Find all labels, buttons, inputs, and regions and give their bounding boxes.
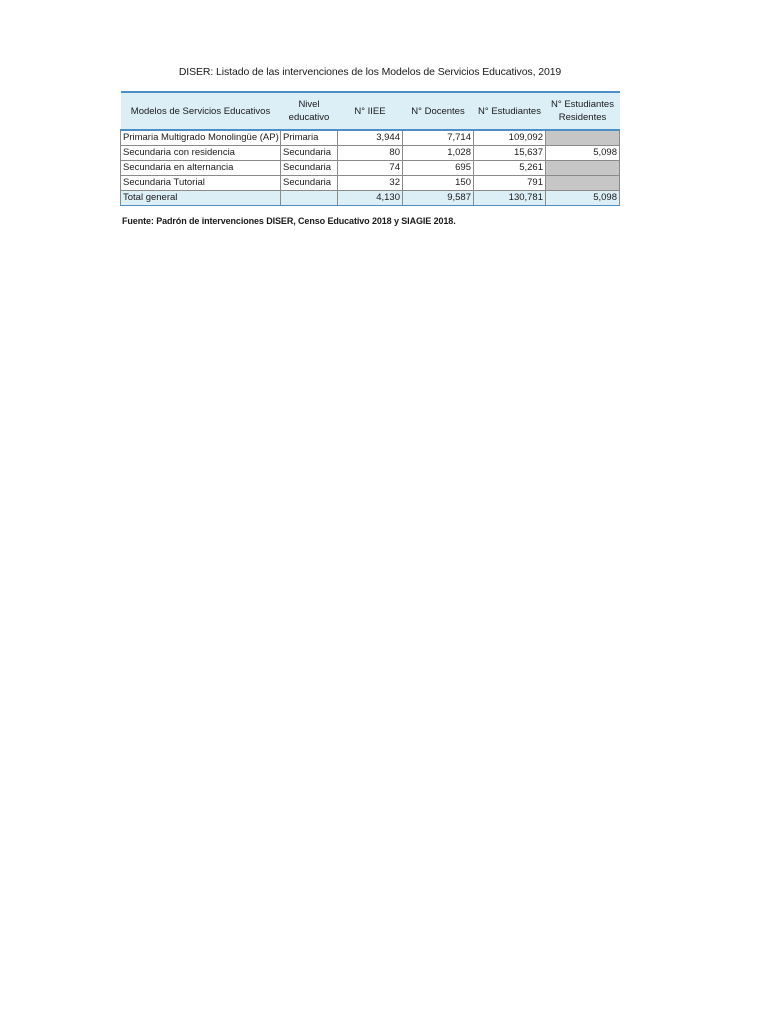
cell-docentes: 1,028	[403, 145, 474, 160]
total-iiee: 4,130	[338, 190, 403, 205]
cell-docentes: 695	[403, 160, 474, 175]
source-note: Fuente: Padrón de intervenciones DISER, Censo Educativo 2018 y SIAGIE 2018.	[122, 216, 456, 226]
cell-residentes	[546, 130, 620, 145]
header-modelo: Modelos de Servicios Educativos	[121, 92, 281, 130]
cell-iiee: 74	[338, 160, 403, 175]
cell-iiee: 80	[338, 145, 403, 160]
cell-estudiantes: 5,261	[474, 160, 546, 175]
cell-nivel: Primaria	[281, 130, 338, 145]
header-residentes: N° Estudiantes Residentes	[546, 92, 620, 130]
cell-modelo: Secundaria Tutorial	[121, 175, 281, 190]
cell-nivel: Secundaria	[281, 175, 338, 190]
header-docentes: N° Docentes	[403, 92, 474, 130]
cell-residentes	[546, 160, 620, 175]
total-nivel	[281, 190, 338, 205]
cell-residentes: 5,098	[546, 145, 620, 160]
cell-docentes: 150	[403, 175, 474, 190]
interventions-table	[120, 91, 620, 206]
table-row	[121, 160, 620, 175]
table-row	[121, 145, 620, 160]
table-header-row	[121, 92, 620, 130]
cell-nivel: Secundaria	[281, 160, 338, 175]
cell-modelo: Secundaria con residencia	[121, 145, 281, 160]
cell-iiee: 32	[338, 175, 403, 190]
total-docentes: 9,587	[403, 190, 474, 205]
table-row	[121, 175, 620, 190]
table-total-row	[121, 190, 620, 205]
cell-estudiantes: 791	[474, 175, 546, 190]
cell-iiee: 3,944	[338, 130, 403, 145]
total-estudiantes: 130,781	[474, 190, 546, 205]
table-title: DISER: Listado de las intervenciones de los Modelos de Servicios Educativos, 2019	[178, 66, 562, 78]
total-label: Total general	[121, 190, 281, 205]
cell-modelo: Primaria Multigrado Monolingüe (AP)	[121, 130, 281, 145]
cell-nivel: Secundaria	[281, 145, 338, 160]
header-iiee: N° IIEE	[338, 92, 403, 130]
cell-modelo: Secundaria en alternancia	[121, 160, 281, 175]
cell-docentes: 7,714	[403, 130, 474, 145]
header-estudiantes: N° Estudiantes	[474, 92, 546, 130]
cell-residentes	[546, 175, 620, 190]
cell-estudiantes: 15,637	[474, 145, 546, 160]
cell-estudiantes: 109,092	[474, 130, 546, 145]
table-row	[121, 130, 620, 145]
total-residentes: 5,098	[546, 190, 620, 205]
header-nivel: Nivel educativo	[281, 92, 338, 130]
